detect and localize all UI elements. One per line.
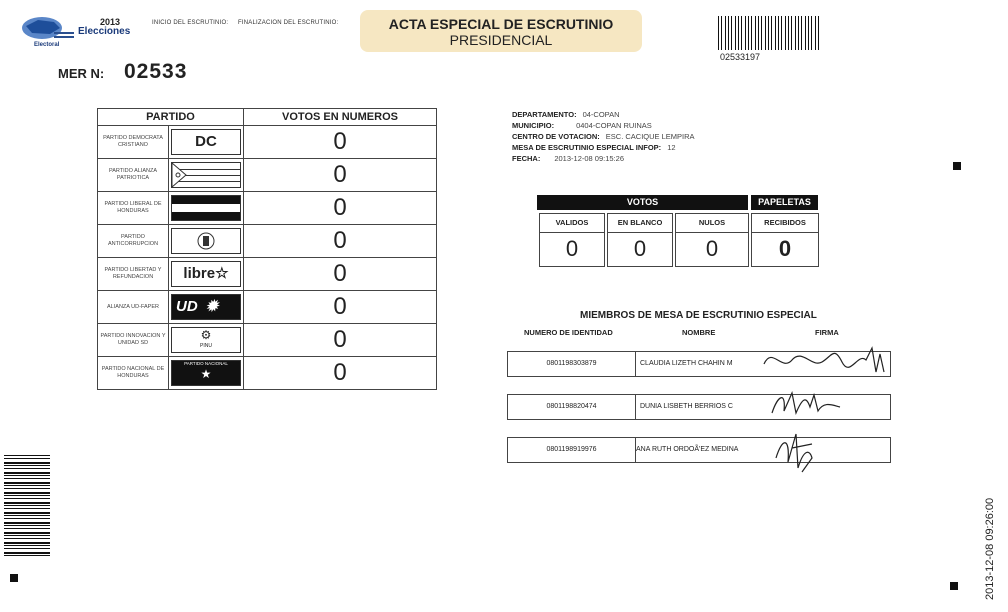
party-name: PARTIDO INNOVACION Y UNIDAD SD xyxy=(98,324,169,357)
departamento-value: 04-COPAN xyxy=(582,110,620,119)
party-row xyxy=(98,357,437,390)
signature-icon xyxy=(762,342,892,382)
party-row xyxy=(98,324,437,357)
member-id: 0801198303879 xyxy=(508,352,636,376)
name-column-header: NOMBRE xyxy=(682,328,716,337)
star-icon: ☆ xyxy=(215,265,229,282)
validos-value: 0 xyxy=(565,236,579,261)
party-name: PARTIDO LIBERAL DE HONDURAS xyxy=(98,192,169,225)
party-votes: 0 xyxy=(244,258,437,291)
star-icon: ★ xyxy=(200,367,212,381)
validos-box xyxy=(539,213,605,267)
member-row xyxy=(507,437,891,463)
municipio-value: 0404-COPAN RUINAS xyxy=(576,121,652,130)
dc-logo: DC xyxy=(171,129,241,155)
party-row xyxy=(98,159,437,192)
mesa-value: 12 xyxy=(667,143,676,152)
signature-column-header: FIRMA xyxy=(815,328,839,337)
member-name: CLAUDIA LIZETH CHAHIN M xyxy=(640,360,733,367)
party-row xyxy=(98,192,437,225)
recibidos-value: 0 xyxy=(778,236,792,261)
logo-year: 2013 xyxy=(100,17,121,27)
barcode-side xyxy=(4,455,50,559)
title-line2: PRESIDENCIAL xyxy=(449,32,553,48)
recibidos-box xyxy=(751,213,819,267)
logo-left-text: Electoral xyxy=(34,42,60,48)
ud-logo xyxy=(171,294,241,320)
pinu-emblem-icon: ⚙ xyxy=(200,328,212,342)
party-votes: 0 xyxy=(244,225,437,258)
registration-mark xyxy=(950,582,958,590)
inicio-escrutinio-label: INICIO DEL ESCRUTINIO: xyxy=(152,20,229,26)
member-row xyxy=(507,351,891,377)
member-name: ANA RUTH ORDOÃ'EZ MEDINA xyxy=(636,446,739,453)
document-title xyxy=(360,10,642,52)
member-name: DUNIA LISBETH BERRIOS C xyxy=(640,403,733,410)
pinu-logo xyxy=(171,327,241,353)
barcode-number: 02533197 xyxy=(720,52,761,62)
partido-nacional-logo-text: PARTIDO NACIONAL xyxy=(184,361,228,366)
blanco-box xyxy=(607,213,673,267)
mer-number: 02533 xyxy=(124,60,188,83)
party-row xyxy=(98,258,437,291)
votes-column-header: VOTOS EN NUMEROS xyxy=(244,109,437,126)
id-column-header: NUMERO DE IDENTIDAD xyxy=(524,328,613,337)
party-votes: 0 xyxy=(244,357,437,390)
party-name: PARTIDO DEMOCRATA CRISTIANO xyxy=(98,126,169,159)
party-name: PARTIDO ALIANZA PATRIOTICA xyxy=(98,159,169,192)
signature-icon xyxy=(762,385,892,425)
member-row xyxy=(507,394,891,420)
fecha-label: FECHA: xyxy=(512,154,541,163)
party-name: PARTIDO ANTICORRUPCION xyxy=(98,225,169,258)
logo-elecciones: Elecciones xyxy=(78,26,131,37)
barcode-top xyxy=(718,16,822,50)
nulos-box xyxy=(675,213,749,267)
title-line1: ACTA ESPECIAL DE ESCRUTINIO xyxy=(388,16,614,32)
libre-logo xyxy=(171,261,241,287)
papeletas-header: PAPELETAS xyxy=(751,195,818,210)
party-votes: 0 xyxy=(244,159,437,192)
validos-label: VALIDOS xyxy=(540,214,604,233)
finalizacion-escrutinio-label: FINALIZACION DEL ESCRUTINIO: xyxy=(238,20,339,26)
pinu-logo-text: PINU xyxy=(200,343,212,349)
party-votes: 0 xyxy=(244,192,437,225)
registration-mark xyxy=(10,574,18,582)
member-id: 0801198820474 xyxy=(508,395,636,419)
member-id: 0801198919976 xyxy=(508,438,636,462)
sun-icon: ✹ xyxy=(205,298,219,315)
ud-logo-text: UD xyxy=(176,298,198,315)
partido-nacional-logo xyxy=(171,360,241,386)
pac-emblem-icon xyxy=(171,228,241,254)
party-name: PARTIDO LIBERTAD Y REFUNDACION xyxy=(98,258,169,291)
fecha-value: 2013-12-08 09:15:26 xyxy=(554,154,624,163)
party-row xyxy=(98,291,437,324)
departamento-label: DEPARTAMENTO: xyxy=(512,110,577,119)
date-stamp: 2013-12-08 09:26:00 xyxy=(984,497,996,600)
votos-header: VOTOS xyxy=(537,195,748,210)
members-title: MIEMBROS DE MESA DE ESCRUTINIO ESPECIAL xyxy=(580,310,817,321)
libre-logo-text: libre xyxy=(183,265,216,282)
mesa-label: MESA DE ESCRUTINIO ESPECIAL INFOP: xyxy=(512,143,662,152)
blanco-value: 0 xyxy=(633,236,647,261)
nulos-label: NULOS xyxy=(676,214,748,233)
party-votes-table xyxy=(97,108,437,390)
party-votes: 0 xyxy=(244,291,437,324)
party-name: ALIANZA UD-FAPER xyxy=(98,291,169,324)
party-name: PARTIDO NACIONAL DE HONDURAS xyxy=(98,357,169,390)
centro-value: ESC. CACIQUE LEMPIRA xyxy=(605,132,695,141)
centro-label: CENTRO DE VOTACION: xyxy=(512,132,600,141)
party-row xyxy=(98,225,437,258)
recibidos-label: RECIBIDOS xyxy=(752,214,818,233)
party-column-header: PARTIDO xyxy=(98,109,244,126)
party-row xyxy=(98,126,437,159)
signature-icon xyxy=(762,428,892,468)
alianza-patriotica-flag-icon xyxy=(171,162,241,188)
location-info xyxy=(512,109,695,164)
partido-liberal-flag-icon xyxy=(171,195,241,221)
mer-label: MER N: xyxy=(58,66,105,81)
municipio-label: MUNICIPIO: xyxy=(512,121,555,130)
nulos-value: 0 xyxy=(705,236,719,261)
party-votes: 0 xyxy=(244,324,437,357)
blanco-label: EN BLANCO xyxy=(608,214,672,233)
party-votes: 0 xyxy=(244,126,437,159)
registration-mark xyxy=(953,162,961,170)
elecciones-logo xyxy=(78,18,138,48)
